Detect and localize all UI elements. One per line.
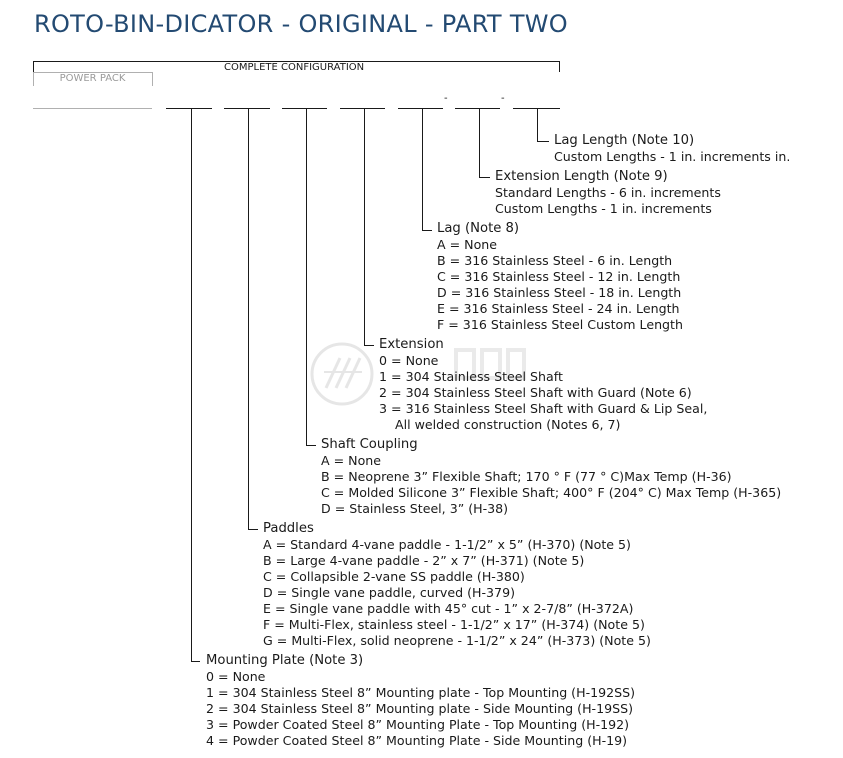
mounting-plate-option: 1 = 304 Stainless Steel 8” Mounting plate - Top Mounting (H-192SS) — [206, 685, 636, 700]
extension-section — [379, 337, 707, 433]
shaft-coupling-header: Shaft Coupling — [321, 437, 418, 452]
extension-header: Extension — [379, 337, 444, 352]
lag-option: A = None — [437, 237, 498, 252]
shaft-coupling-option: D = Stainless Steel, 3” (H-38) — [321, 501, 509, 516]
paddles-option: G = Multi-Flex, solid neoprene - 1-1/2” x 24” (H-373) (Note 5) — [263, 633, 651, 648]
mounting-plate-option: 3 = Powder Coated Steel 8” Mounting Plate - Top Mounting (H-192) — [206, 717, 630, 732]
shaft-coupling-section — [321, 437, 781, 517]
lag-option: C = 316 Stainless Steel - 12 in. Length — [437, 269, 681, 284]
shaft-coupling-option: B = Neoprene 3” Flexible Shaft; 170 ° F (77 ° C)Max Temp (H-36) — [321, 469, 732, 484]
mounting-plate-option: 2 = 304 Stainless Steel 8” Mounting plate - Side Mounting (H-19SS) — [206, 701, 634, 716]
lag-section — [437, 221, 683, 333]
lag-length-option: Custom Lengths - 1 in. increments in. — [554, 149, 791, 164]
lag-option: B = 316 Stainless Steel - 6 in. Length — [437, 253, 673, 268]
lag-option: D = 316 Stainless Steel - 18 in. Length — [437, 285, 682, 300]
lag-length-section — [554, 133, 790, 165]
paddles-option: D = Single vane paddle, curved (H-379) — [263, 585, 515, 600]
power-pack-label: POWER PACK — [59, 73, 126, 84]
paddles-option: B = Large 4-vane paddle - 2” x 7” (H-371) (Note 5) — [263, 553, 585, 568]
lag-header: Lag (Note 8) — [437, 221, 520, 236]
mounting-plate-header: Mounting Plate (Note 3) — [206, 653, 364, 668]
paddles-option: F = Multi-Flex, stainless steel - 1-1/2” x 17” (H-374) (Note 5) — [263, 617, 645, 632]
separator-dash-1: - — [444, 93, 448, 104]
extension-length-option: Custom Lengths - 1 in. increments — [495, 201, 712, 216]
extension-option: 1 = 304 Stainless Steel Shaft — [379, 369, 563, 384]
lag-option: E = 316 Stainless Steel - 24 in. Length — [437, 301, 680, 316]
mounting-plate-option: 4 = Powder Coated Steel 8” Mounting Plate - Side Mounting (H-19) — [206, 733, 628, 748]
extension-option: All welded construction (Notes 6, 7) — [379, 417, 621, 432]
paddles-header: Paddles — [263, 521, 314, 536]
lag-length-header: Lag Length (Note 10) — [554, 133, 695, 148]
paddles-option: E = Single vane paddle with 45° cut - 1” x 2-7/8” (H-372A) — [263, 601, 634, 616]
extension-length-section — [495, 169, 721, 217]
extension-option: 3 = 316 Stainless Steel Shaft with Guard & Lip Seal, — [379, 401, 708, 416]
paddles-section — [263, 521, 651, 649]
page-title: ROTO-BIN-DICATOR - ORIGINAL - PART TWO — [34, 10, 568, 38]
complete-configuration-label: COMPLETE CONFIGURATION — [224, 62, 365, 73]
paddles-option: A = Standard 4-vane paddle - 1-1/2” x 5” (H-370) (Note 5) — [263, 537, 631, 552]
mounting-plate-option: 0 = None — [206, 669, 266, 684]
mounting-plate-section — [206, 653, 635, 749]
extension-option: 0 = None — [379, 353, 439, 368]
extension-option: 2 = 304 Stainless Steel Shaft with Guard (Note 6) — [379, 385, 692, 400]
paddles-option: C = Collapsible 2-vane SS paddle (H-380) — [263, 569, 525, 584]
extension-length-option: Standard Lengths - 6 in. increments — [495, 185, 721, 200]
shaft-coupling-option: C = Molded Silicone 3” Flexible Shaft; 400° F (204° C) Max Temp (H-365) — [321, 485, 782, 500]
extension-length-header: Extension Length (Note 9) — [495, 169, 668, 184]
shaft-coupling-option: A = None — [321, 453, 382, 468]
lag-option: F = 316 Stainless Steel Custom Length — [437, 317, 683, 332]
separator-dash-2: - — [501, 93, 505, 104]
